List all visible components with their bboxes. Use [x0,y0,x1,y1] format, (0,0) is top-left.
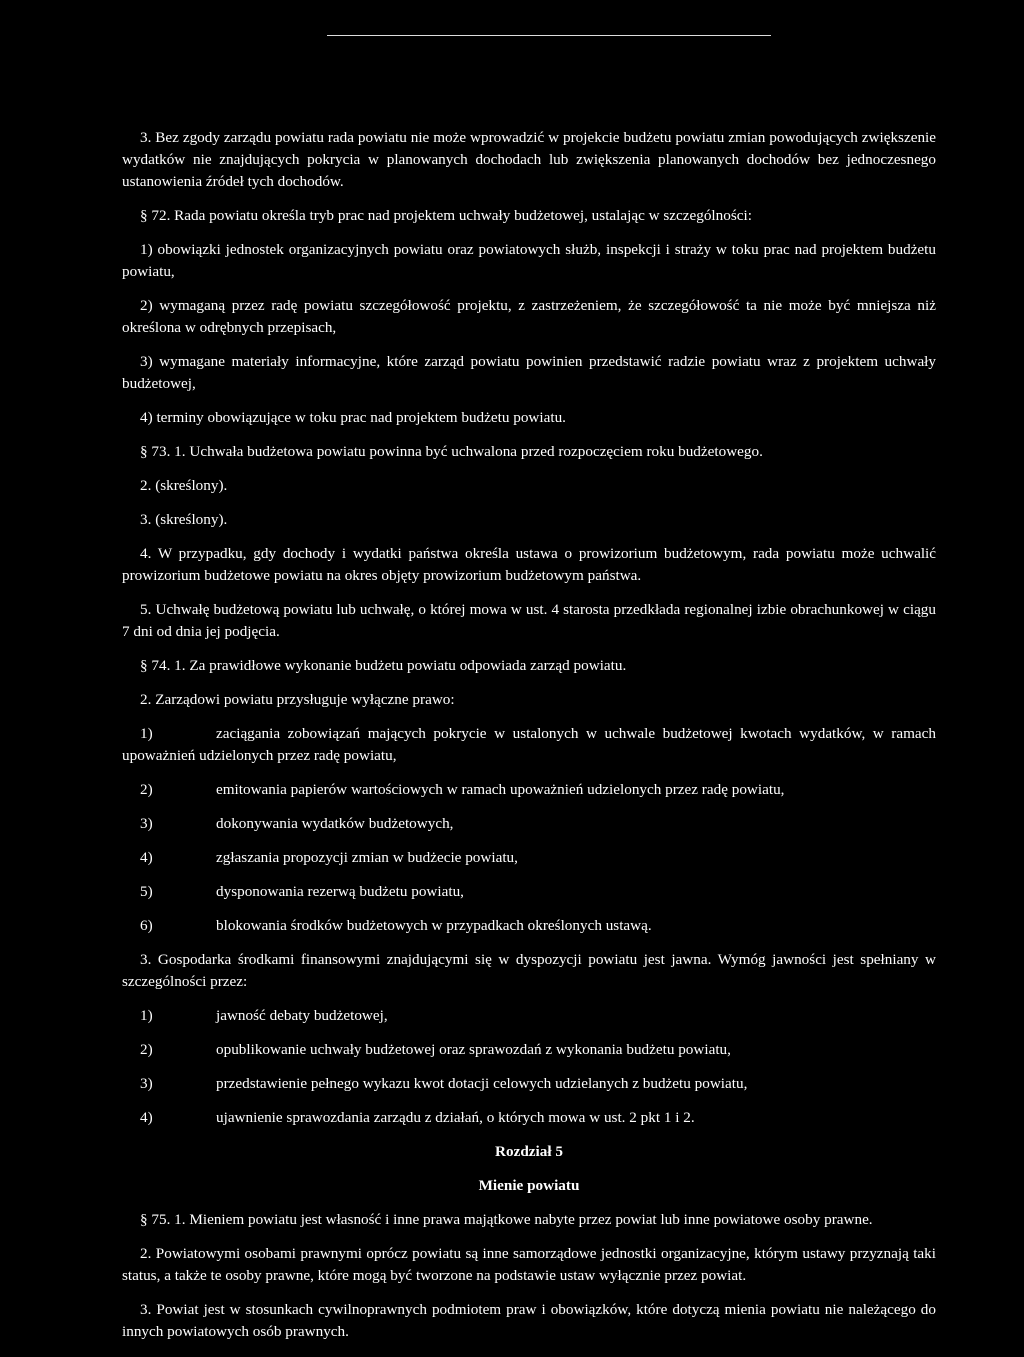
ust-3: 3. Powiat jest w stosunkach cywilnoprawnych podmiotem praw i obowiązków, które dotyczą mienia powiatu nie należącego do innych powiatowych osób prawnych. [122,1301,936,1340]
item-text: dysponowania rezerwą budżetu powiatu, [216,883,464,900]
paragraph-72 [122,205,936,227]
item-text: dokonywania wydatków budżetowych, [216,815,454,832]
item-text: przedstawienie pełnego wykazu kwot dotacji celowych udzielanych z budżetu powiatu, [216,1075,748,1092]
ust-3: 3. (skreślony). [140,511,228,528]
list-item [122,813,936,835]
item-text: emitowania papierów wartościowych w ramach upoważnień udzielonych przez radę powiatu, [216,781,785,798]
section-mark: § 72. [140,207,171,224]
item-number: 3) [140,815,153,832]
section-text: 1. Uchwała budżetowa powiatu powinna być uchwalona przed rozpoczęciem roku budżetowego. [170,443,763,460]
list-item: 4) terminy obowiązujące w toku prac nad projektem budżetu powiatu. [140,409,566,426]
chapter-title: Mienie powiatu [478,1177,580,1194]
item-text: zgłaszania propozycji zmian w budżecie powiatu, [216,849,518,866]
item-number: 3) [140,1075,153,1092]
section-text: Rada powiatu określa tryb prac nad projektem uchwały budżetowej, ustalając w szczególności: [170,207,752,224]
list-item [122,1073,936,1095]
item-number: 4) [140,1109,153,1126]
item-number: 2) [140,1041,153,1058]
ust-2: 2. (skreślony). [140,477,228,494]
chapter-heading: Rozdział 5 [495,1143,563,1160]
ust-3: 3. Gospodarka środkami finansowymi znajdującymi się w dyspozycji powiatu jest jawna. Wymóg jawności jest spełniany w szczególności przez: [122,951,936,990]
item-number: 6) [140,917,153,934]
list-item: 3) wymagane materiały informacyjne, które zarząd powiatu powinien przedstawić radzie powiatu wraz z projektem uchwały budżetowej, [122,353,936,392]
header-rule [327,35,771,36]
paragraph-75 [122,1209,936,1231]
item-text: ujawnienie sprawozdania zarządu z działań, o których mowa w ust. 2 pkt 1 i 2. [216,1109,695,1126]
list-item: 1) obowiązki jednostek organizacyjnych powiatu oraz powiatowych służb, inspekcji i straży w toku prac nad projektem budżetu powiatu, [122,241,936,280]
ust-2: 2. Powiatowymi osobami prawnymi oprócz powiatu są inne samorządowe jednostki organizacyjne, którym ustawy przyznają taki status, a także te osoby prawne, które mogą być tworzone na podstawie ustaw wyłącznie przez powiat. [122,1245,936,1284]
list-item [122,1005,936,1027]
list-item: 2) wymaganą przez radę powiatu szczegółowość projektu, z zastrzeżeniem, że szczegółowość ta nie może być mniejsza niż określona w odrębnych przepisach, [122,297,936,336]
ust-5: 5. Uchwałę budżetową powiatu lub uchwałę, o której mowa w ust. 4 starosta przedkłada regionalnej izbie obrachunkowej w ciągu 7 dni od dnia jej podjęcia. [122,601,936,640]
section-text: 1. Mieniem powiatu jest własność i inne prawa majątkowe nabyte przez powiat lub inne powiatowe osoby prawne. [170,1211,873,1228]
item-text: jawność debaty budżetowej, [216,1007,388,1024]
list-item [122,847,936,869]
list-item [122,915,936,937]
ust-4: 4. W przypadku, gdy dochody i wydatki państwa określa ustawa o prowizorium budżetowym, rada powiatu może uchwalić prowizorium budżetowe powiatu na okres objęty prowizorium budżetowym państwa. [122,545,936,584]
list-item [122,779,936,801]
item-number: 1) [140,1007,153,1024]
art71-ust3: 3. Bez zgody zarządu powiatu rada powiatu nie może wprowadzić w projekcie budżetu powiatu zmian powodujących zwiększenie wydatków nie znajdujących pokrycia w planowanych dochodach lub zwiększenia planowanych dochodów bez jednoczesnego ustanowienia źródeł tych dochodów. [122,129,936,190]
list-item [122,881,936,903]
item-number: 4) [140,849,153,866]
item-text: zaciągania zobowiązań mających pokrycie w ustalonych w uchwale budżetowej kwotach wydatków, w ramach upoważnień udzielonych przez radę powiatu, [122,725,936,764]
section-mark: § 75. [140,1211,171,1228]
section-mark: § 74. [140,657,171,674]
item-text: blokowania środków budżetowych w przypadkach określonych ustawą. [216,917,652,934]
paragraph-74 [122,655,936,677]
ust-2: 2. Zarządowi powiatu przysługuje wyłączne prawo: [140,691,455,708]
item-number: 2) [140,781,153,798]
list-item [122,1039,936,1061]
section-mark: § 73. [140,443,171,460]
item-text: opublikowanie uchwały budżetowej oraz sprawozdań z wykonania budżetu powiatu, [216,1041,731,1058]
item-number: 1) [140,725,153,742]
list-item [122,723,936,767]
item-number: 5) [140,883,153,900]
document-body [122,127,936,1355]
list-item [122,1107,936,1129]
section-text: 1. Za prawidłowe wykonanie budżetu powiatu odpowiada zarząd powiatu. [170,657,627,674]
paragraph-73 [122,441,936,463]
